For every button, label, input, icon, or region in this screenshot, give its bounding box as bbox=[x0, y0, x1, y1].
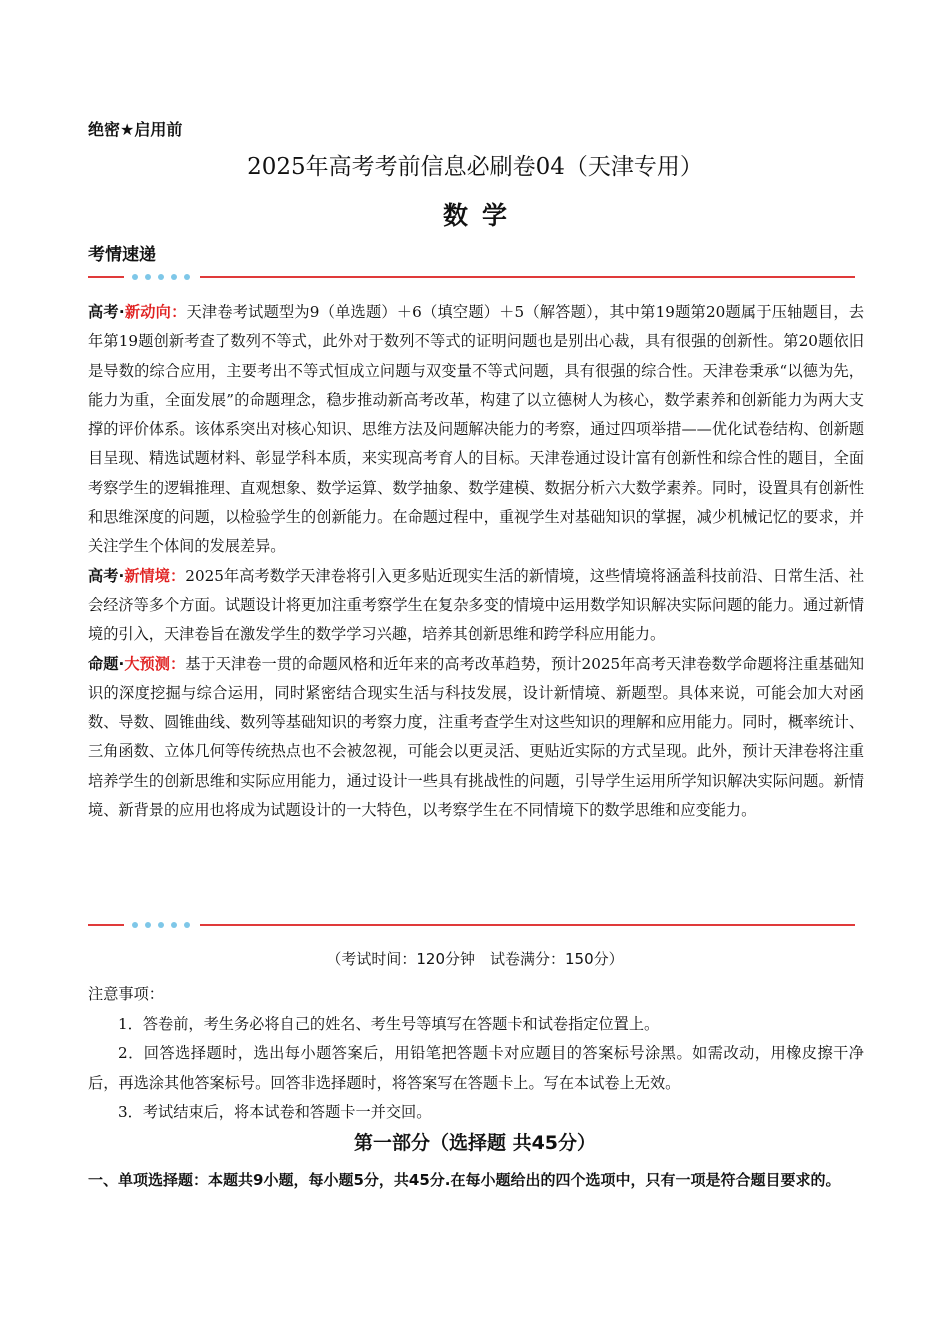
subject-title: 数学 bbox=[442, 201, 521, 230]
analysis-content bbox=[88, 298, 864, 825]
section-heading: 考情速递 bbox=[88, 245, 156, 265]
divider-dots bbox=[132, 920, 197, 939]
label-colon: ： bbox=[170, 654, 186, 673]
dot-icon bbox=[184, 274, 190, 280]
section-one-description: 一、单项选择题：本题共9小题，每小题5分，共45分.在每小题给出的四个选项中，只有一项是符合题目要求的。 bbox=[88, 1171, 841, 1189]
note-item: 2．回答选择题时，选出每小题答案后，用铅笔把答题卡对应题目的答案标号涂黑。如需改动，用橡皮擦干净后，再选涂其他答案标号。回答非选择题时，将答案写在答题卡上。写在本试卷上无效。 bbox=[88, 1044, 864, 1092]
dot-icon bbox=[132, 922, 138, 928]
confidential-label: 绝密★启用前 bbox=[88, 120, 183, 139]
dot-icon bbox=[132, 274, 138, 280]
notes-section bbox=[88, 980, 864, 1128]
paragraph-text: 天津卷考试题型为9（单选题）＋6（填空题）＋5（解答题），其中第19题第20题属于压轴题目，去年第19题创新考查了数列不等式，此外对于数列不等式的证明问题也是别出心裁，具有很强的创新性。第20题依旧是导数的综合应用，主要考出不等式恒成立问题与双变量不等式问题，具有很强的综合性。天津卷秉承“以德为先，能力为重，全面发展”的命题理念，稳步推动新高考改革，构建了以立德树人为核心，数学素养和创新能力为两大支撑的评价体系。该体系突出对核心知识、思维方法及问题解决能力的考察，通过四项举措——优化试卷结构、创新题目呈现、精选试题材料、彰显学科本质，来实现高考育人的目标。天津卷通过设计富有创新性和综合性的题目，全面考察学生的逻辑推理、直观想象、数学运算、数学抽象、数学建模、数据分析六大数学素养。同时，设置具有创新性和思维深度的问题，以检验学生的创新能力。在命题过程中，重视学生对基础知识的掌握，减少机械记忆的要求，并关注学生个体间的发展差异。 bbox=[88, 303, 865, 556]
divider-line-right bbox=[200, 924, 855, 926]
label-colon: ： bbox=[171, 303, 187, 321]
paragraph-text: 2025年高考数学天津卷将引入更多贴近现实生活的新情境，这些情境将涵盖科技前沿、日常生活、社会经济等多个方面。试题设计将更加注重考察学生在复杂多变的情境中运用数学知识解决实际问题的能力。通过新情境的引入，天津卷旨在激发学生的数学学习兴趣，培养其创新思维和跨学科应用能力。 bbox=[88, 566, 865, 644]
divider-line-left bbox=[88, 276, 124, 278]
part-one-title: 第一部分（选择题 共45分） bbox=[353, 1132, 597, 1154]
paragraph-new-trend bbox=[88, 298, 864, 562]
paragraph-label: 高考 bbox=[88, 566, 119, 585]
dot-icon bbox=[158, 274, 164, 280]
dot-icon bbox=[158, 922, 164, 928]
dot-icon bbox=[171, 274, 177, 280]
dot-icon bbox=[145, 274, 151, 280]
label-separator: · bbox=[118, 566, 125, 585]
paragraph-label: 高考 bbox=[88, 303, 119, 321]
notes-title: 注意事项： bbox=[88, 985, 164, 1003]
paragraph-text: 基于天津卷一贯的命题风格和近年来的高考改革趋势，预计2025年高考天津卷数学命题将注重基础知识的深度挖掘与综合运用，同时紧密结合现实生活与科技发展，设计新情境、新题型。具体来说，可能会加大对函数、导数、圆锥曲线、数列等基础知识的考察力度，注重考查学生对这些知识的理解和应用能力。同时，概率统计、三角函数、立体几何等传统热点也不会被忽视，可能会以更灵活、更贴近实际的方式呈现。此外，预计天津卷将注重培养学生的创新思维和实际应用能力，通过设计一些具有挑战性的问题，引导学生运用所学知识解决实际问题。新情境、新背景的应用也将成为试题设计的一大特色，以考察学生在不同情境下的数学思维和应变能力。 bbox=[88, 654, 865, 820]
label-colon: ： bbox=[170, 566, 186, 585]
divider-dots bbox=[132, 272, 197, 291]
label-separator: · bbox=[118, 303, 125, 321]
note-item: 1．答卷前，考生务必将自己的姓名、考生号等填写在答题卡和试卷指定位置上。 bbox=[118, 1014, 660, 1033]
note-item: 3．考试结束后，将本试卷和答题卡一并交回。 bbox=[118, 1103, 432, 1121]
paragraph-prediction bbox=[88, 650, 864, 826]
divider-line-right bbox=[200, 276, 855, 278]
paragraph-label-highlight: 大预测 bbox=[124, 654, 171, 673]
paragraph-label-highlight: 新动向 bbox=[124, 303, 172, 321]
label-separator: · bbox=[118, 654, 125, 673]
paragraph-label: 命题 bbox=[88, 654, 119, 673]
dot-icon bbox=[184, 922, 190, 928]
exam-title: 2025年高考考前信息必刷卷04（天津专用） bbox=[247, 154, 703, 180]
dot-icon bbox=[145, 922, 151, 928]
dot-icon bbox=[171, 922, 177, 928]
paragraph-new-context bbox=[88, 562, 864, 650]
exam-time-info: （考试时间：120分钟 试卷满分：150分） bbox=[326, 950, 624, 968]
decorative-divider-top bbox=[88, 272, 855, 282]
paragraph-label-highlight: 新情境 bbox=[124, 566, 171, 585]
divider-line-left bbox=[88, 924, 124, 926]
decorative-divider-bottom bbox=[88, 920, 855, 930]
